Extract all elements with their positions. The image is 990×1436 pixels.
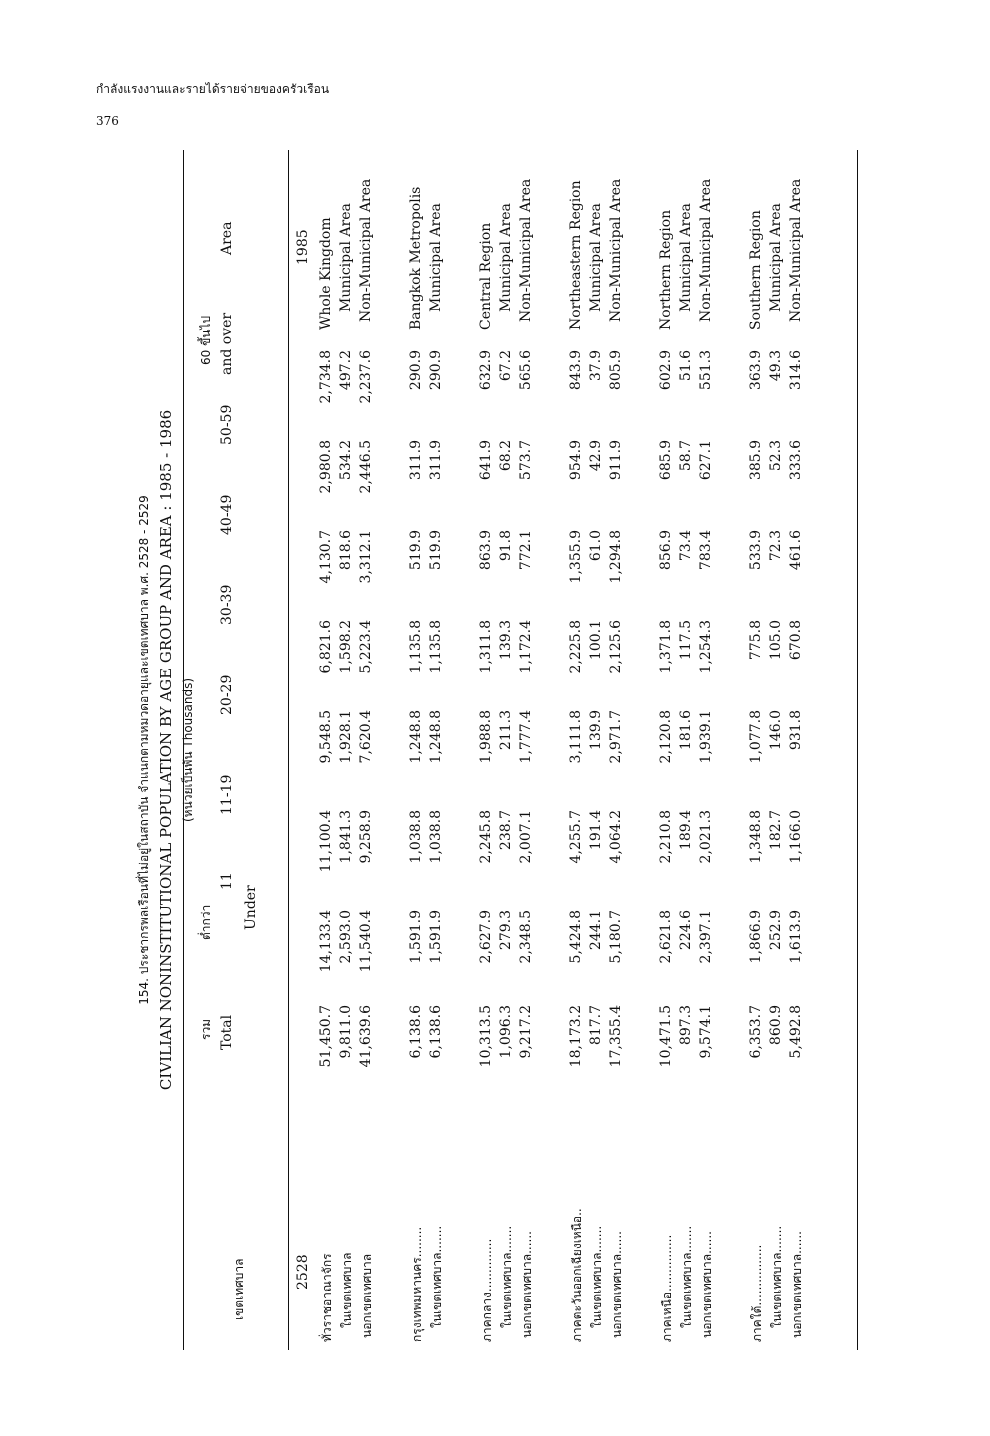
row-label-thai: นอกเขตเทศบาล...... <box>790 1231 804 1338</box>
row-label-thai: ภาคตะวันออกเฉียงเหนือ.. <box>570 1208 584 1342</box>
cell-value: 244.1 <box>588 910 604 951</box>
cell-value: 1,038.8 <box>428 810 444 864</box>
cell-value: 6,138.6 <box>408 1005 424 1059</box>
cell-value: 817.7 <box>588 1005 604 1046</box>
cell-value: 1,294.8 <box>608 530 624 584</box>
row-label-english: Non-Municipal Area <box>698 178 714 322</box>
running-header: กำลังแรงงานและรายได้รายจ่ายของครัวเรือน <box>96 82 330 96</box>
row-label-english: Bangkok Metropolis <box>408 186 424 330</box>
cell-value: 314.6 <box>788 350 804 391</box>
top-rule <box>183 150 184 1350</box>
cell-value: 954.9 <box>568 440 584 481</box>
cell-value: 5,492.8 <box>788 1005 804 1059</box>
cell-value: 497.2 <box>338 350 354 391</box>
cell-value: 1,988.8 <box>478 710 494 764</box>
cell-value: 9,217.2 <box>518 1005 534 1059</box>
cell-value: 51,450.7 <box>318 1005 334 1068</box>
cell-value: 41,639.6 <box>358 1005 374 1068</box>
cell-value: 805.9 <box>608 350 624 391</box>
cell-value: 9,258.9 <box>358 810 374 864</box>
cell-value: 385.9 <box>748 440 764 481</box>
row-label-english: Northern Region <box>658 209 674 330</box>
table-row <box>698 150 720 1350</box>
table-row <box>428 150 450 1350</box>
cell-value: 1,939.1 <box>698 710 714 764</box>
cell-value: 1,172.4 <box>518 620 534 674</box>
table-row <box>658 150 680 1350</box>
cell-value: 52.3 <box>768 440 784 472</box>
row-label-english: Southern Region <box>748 210 764 330</box>
cell-value: 37.9 <box>588 350 604 382</box>
row-label-english: Non-Municipal Area <box>788 178 804 322</box>
row-label-thai: นอกเขตเทศบาล <box>360 1253 374 1338</box>
row-label-thai: ภาคกลาง.............. <box>480 1238 494 1342</box>
cell-value: 641.9 <box>478 440 494 481</box>
cell-value: 3,312.1 <box>358 530 374 584</box>
cell-value: 67.2 <box>498 350 514 382</box>
cell-value: 17,355.4 <box>608 1005 624 1068</box>
cell-value: 5,424.8 <box>568 910 584 964</box>
cell-value: 1,311.8 <box>478 620 494 674</box>
table-row <box>338 150 360 1350</box>
table-row <box>358 150 380 1350</box>
cell-value: 2,621.8 <box>658 910 674 964</box>
cell-value: 1,598.2 <box>338 620 354 674</box>
cell-value: 61.0 <box>588 530 604 562</box>
cell-value: 1,135.8 <box>408 620 424 674</box>
cell-value: 252.9 <box>768 910 784 951</box>
cell-value: 14,133.4 <box>318 910 334 973</box>
row-label-english: Municipal Area <box>428 203 444 312</box>
row-label-thai: นอกเขตเทศบาล...... <box>520 1231 534 1338</box>
cell-value: 58.7 <box>678 440 694 472</box>
table-row <box>568 150 590 1350</box>
cell-value: 2,971.7 <box>608 710 624 764</box>
cell-value: 2,446.5 <box>358 440 374 494</box>
cell-value: 1,038.8 <box>408 810 424 864</box>
cell-value: 519.9 <box>408 530 424 571</box>
cell-value: 5,223.4 <box>358 620 374 674</box>
cell-value: 1,591.9 <box>428 910 444 964</box>
row-label-thai: ในเขตเทศบาล....... <box>590 1225 604 1328</box>
cell-value: 11,540.4 <box>358 910 374 973</box>
header-under-num: 11 <box>219 872 235 890</box>
header-total-thai: รวม <box>199 1018 213 1040</box>
row-label-english: Municipal Area <box>338 203 354 312</box>
cell-value: 772.1 <box>518 530 534 571</box>
cell-value: 2,125.6 <box>608 620 624 674</box>
row-label-thai: ในเขตเทศบาล....... <box>770 1225 784 1328</box>
page-number: 376 <box>96 114 119 128</box>
cell-value: 311.9 <box>428 440 444 481</box>
cell-value: 931.8 <box>788 710 804 751</box>
header-20-29: 20-29 <box>219 674 235 715</box>
cell-value: 9,548.5 <box>318 710 334 764</box>
cell-value: 863.9 <box>478 530 494 571</box>
cell-value: 2,734.8 <box>318 350 334 404</box>
cell-value: 1,355.9 <box>568 530 584 584</box>
cell-value: 627.1 <box>698 440 714 481</box>
cell-value: 2,007.1 <box>518 810 534 864</box>
header-area-thai: เขตเทศบาล <box>232 1258 246 1320</box>
header-30-39: 30-39 <box>219 584 235 625</box>
cell-value: 211.3 <box>498 710 514 751</box>
cell-value: 91.8 <box>498 530 514 562</box>
cell-value: 1,841.3 <box>338 810 354 864</box>
cell-value: 9,811.0 <box>338 1005 354 1059</box>
row-label-thai: ทั่วราชอาณาจักร <box>320 1253 334 1342</box>
cell-value: 843.9 <box>568 350 584 391</box>
cell-value: 333.6 <box>788 440 804 481</box>
cell-value: 4,130.7 <box>318 530 334 584</box>
cell-value: 290.9 <box>408 350 424 391</box>
cell-value: 2,237.6 <box>358 350 374 404</box>
cell-value: 182.7 <box>768 810 784 851</box>
row-label-thai: นอกเขตเทศบาล...... <box>700 1231 714 1338</box>
cell-value: 11,100.4 <box>318 810 334 873</box>
cell-value: 311.9 <box>408 440 424 481</box>
cell-value: 685.9 <box>658 440 674 481</box>
cell-value: 1,928.1 <box>338 710 354 764</box>
cell-value: 1,166.0 <box>788 810 804 864</box>
cell-value: 1,591.9 <box>408 910 424 964</box>
table-row <box>678 150 700 1350</box>
cell-value: 1,254.3 <box>698 620 714 674</box>
cell-value: 1,096.3 <box>498 1005 514 1059</box>
cell-value: 2,120.8 <box>658 710 674 764</box>
cell-value: 181.6 <box>678 710 694 751</box>
table-row <box>608 150 630 1350</box>
row-label-thai: ในเขตเทศบาล....... <box>680 1225 694 1328</box>
cell-value: 2,397.1 <box>698 910 714 964</box>
row-label-english: Municipal Area <box>768 203 784 312</box>
cell-value: 1,777.4 <box>518 710 534 764</box>
row-label-english: Whole Kingdom <box>318 217 334 330</box>
cell-value: 49.3 <box>768 350 784 382</box>
cell-value: 2,210.8 <box>658 810 674 864</box>
table-row <box>518 150 540 1350</box>
cell-value: 224.6 <box>678 910 694 951</box>
row-label-thai: ภาคเหนือ............... <box>660 1234 674 1342</box>
cell-value: 10,313.5 <box>478 1005 494 1068</box>
cell-value: 4,064.2 <box>608 810 624 864</box>
table-row <box>588 150 610 1350</box>
cell-value: 565.6 <box>518 350 534 391</box>
cell-value: 100.1 <box>588 620 604 661</box>
cell-value: 1,348.8 <box>748 810 764 864</box>
header-under-thai: ต่ำกว่า <box>199 904 213 940</box>
table-row <box>768 150 790 1350</box>
table-unit: (หน่วยเป็นพัน Thousands) <box>181 677 195 823</box>
header-under: Under <box>243 885 259 930</box>
header-total: Total <box>219 1014 235 1050</box>
row-label-english: Central Region <box>478 222 494 330</box>
cell-value: 602.9 <box>658 350 674 391</box>
row-label-english: Municipal Area <box>588 203 604 312</box>
cell-value: 551.3 <box>698 350 714 391</box>
cell-value: 279.3 <box>498 910 514 951</box>
cell-value: 290.9 <box>428 350 444 391</box>
row-label-thai: ในเขตเทศบาล....... <box>500 1225 514 1328</box>
cell-value: 2,627.9 <box>478 910 494 964</box>
cell-value: 146.0 <box>768 710 784 751</box>
cell-value: 2,348.5 <box>518 910 534 964</box>
cell-value: 519.9 <box>428 530 444 571</box>
cell-value: 4,255.7 <box>568 810 584 864</box>
header-40-49: 40-49 <box>219 494 235 535</box>
cell-value: 461.6 <box>788 530 804 571</box>
cell-value: 139.9 <box>588 710 604 751</box>
cell-value: 897.3 <box>678 1005 694 1046</box>
bottom-rule <box>857 150 858 1350</box>
cell-value: 1,077.8 <box>748 710 764 764</box>
cell-value: 42.9 <box>588 440 604 472</box>
row-label-english: Non-Municipal Area <box>608 178 624 322</box>
cell-value: 856.9 <box>658 530 674 571</box>
cell-value: 1,866.9 <box>748 910 764 964</box>
table-row <box>748 150 770 1350</box>
row-label-english: Municipal Area <box>678 203 694 312</box>
table-row <box>498 150 520 1350</box>
cell-value: 117.5 <box>678 620 694 661</box>
row-label-thai: กรุงเทพมหานคร........ <box>410 1226 424 1342</box>
table-title-thai: 154. ประชากรพลเรือนที่ไม่อยู่ในสถาบัน จำแนกตามหมวดอายุและเขตเทศบาล พ.ศ. 2528 - 2529 <box>137 495 151 1005</box>
cell-value: 7,620.4 <box>358 710 374 764</box>
cell-value: 911.9 <box>608 440 624 481</box>
cell-value: 1,613.9 <box>788 910 804 964</box>
cell-value: 2,021.3 <box>698 810 714 864</box>
cell-value: 1,371.8 <box>658 620 674 674</box>
rotated-table <box>135 150 865 1350</box>
header-60-over: and over <box>219 312 235 375</box>
row-label-thai: ในเขตเทศบาล....... <box>430 1225 444 1328</box>
cell-value: 5,180.7 <box>608 910 624 964</box>
header-60-thai: 60 ขึ้นไป <box>199 315 213 365</box>
cell-value: 2,980.8 <box>318 440 334 494</box>
table-row <box>478 150 500 1350</box>
year-thai: 2528 <box>295 1254 311 1290</box>
cell-value: 632.9 <box>478 350 494 391</box>
row-label-english: Non-Municipal Area <box>358 178 374 322</box>
header-area: Area <box>219 221 235 255</box>
cell-value: 2,245.8 <box>478 810 494 864</box>
cell-value: 6,821.6 <box>318 620 334 674</box>
cell-value: 670.8 <box>788 620 804 661</box>
row-label-english: Non-Municipal Area <box>518 178 534 322</box>
row-label-english: Northeastern Region <box>568 180 584 330</box>
cell-value: 6,353.7 <box>748 1005 764 1059</box>
cell-value: 1,135.8 <box>428 620 444 674</box>
cell-value: 139.3 <box>498 620 514 661</box>
table-row <box>408 150 430 1350</box>
cell-value: 105.0 <box>768 620 784 661</box>
cell-value: 6,138.6 <box>428 1005 444 1059</box>
cell-value: 72.3 <box>768 530 784 562</box>
cell-value: 73.4 <box>678 530 694 562</box>
table-row <box>318 150 340 1350</box>
year-english: 1985 <box>295 229 311 265</box>
row-label-thai: ภาคใต้................ <box>750 1244 764 1342</box>
cell-value: 9,574.1 <box>698 1005 714 1059</box>
cell-value: 2,593.0 <box>338 910 354 964</box>
cell-value: 783.4 <box>698 530 714 571</box>
cell-value: 18,173.2 <box>568 1005 584 1068</box>
cell-value: 10,471.5 <box>658 1005 674 1068</box>
row-label-english: Municipal Area <box>498 203 514 312</box>
row-label-thai: ในเขตเทศบาล <box>340 1252 354 1328</box>
row-label-thai: นอกเขตเทศบาล...... <box>610 1231 624 1338</box>
cell-value: 363.9 <box>748 350 764 391</box>
cell-value: 573.7 <box>518 440 534 481</box>
table-row <box>788 150 810 1350</box>
header-11-19: 11-19 <box>219 774 235 815</box>
cell-value: 1,248.8 <box>428 710 444 764</box>
cell-value: 534.2 <box>338 440 354 481</box>
cell-value: 238.7 <box>498 810 514 851</box>
cell-value: 818.6 <box>338 530 354 571</box>
cell-value: 533.9 <box>748 530 764 571</box>
cell-value: 68.2 <box>498 440 514 472</box>
header-rule <box>288 150 289 1350</box>
cell-value: 3,111.8 <box>568 710 584 764</box>
cell-value: 189.4 <box>678 810 694 851</box>
cell-value: 1,248.8 <box>408 710 424 764</box>
cell-value: 51.6 <box>678 350 694 382</box>
cell-value: 191.4 <box>588 810 604 851</box>
cell-value: 775.8 <box>748 620 764 661</box>
cell-value: 860.9 <box>768 1005 784 1046</box>
table-title-english: CIVILIAN NONINSTITUTIONAL POPULATION BY AGE GROUP AND AREA : 1985 - 1986 <box>157 409 175 1091</box>
header-50-59: 50-59 <box>219 404 235 445</box>
cell-value: 2,225.8 <box>568 620 584 674</box>
